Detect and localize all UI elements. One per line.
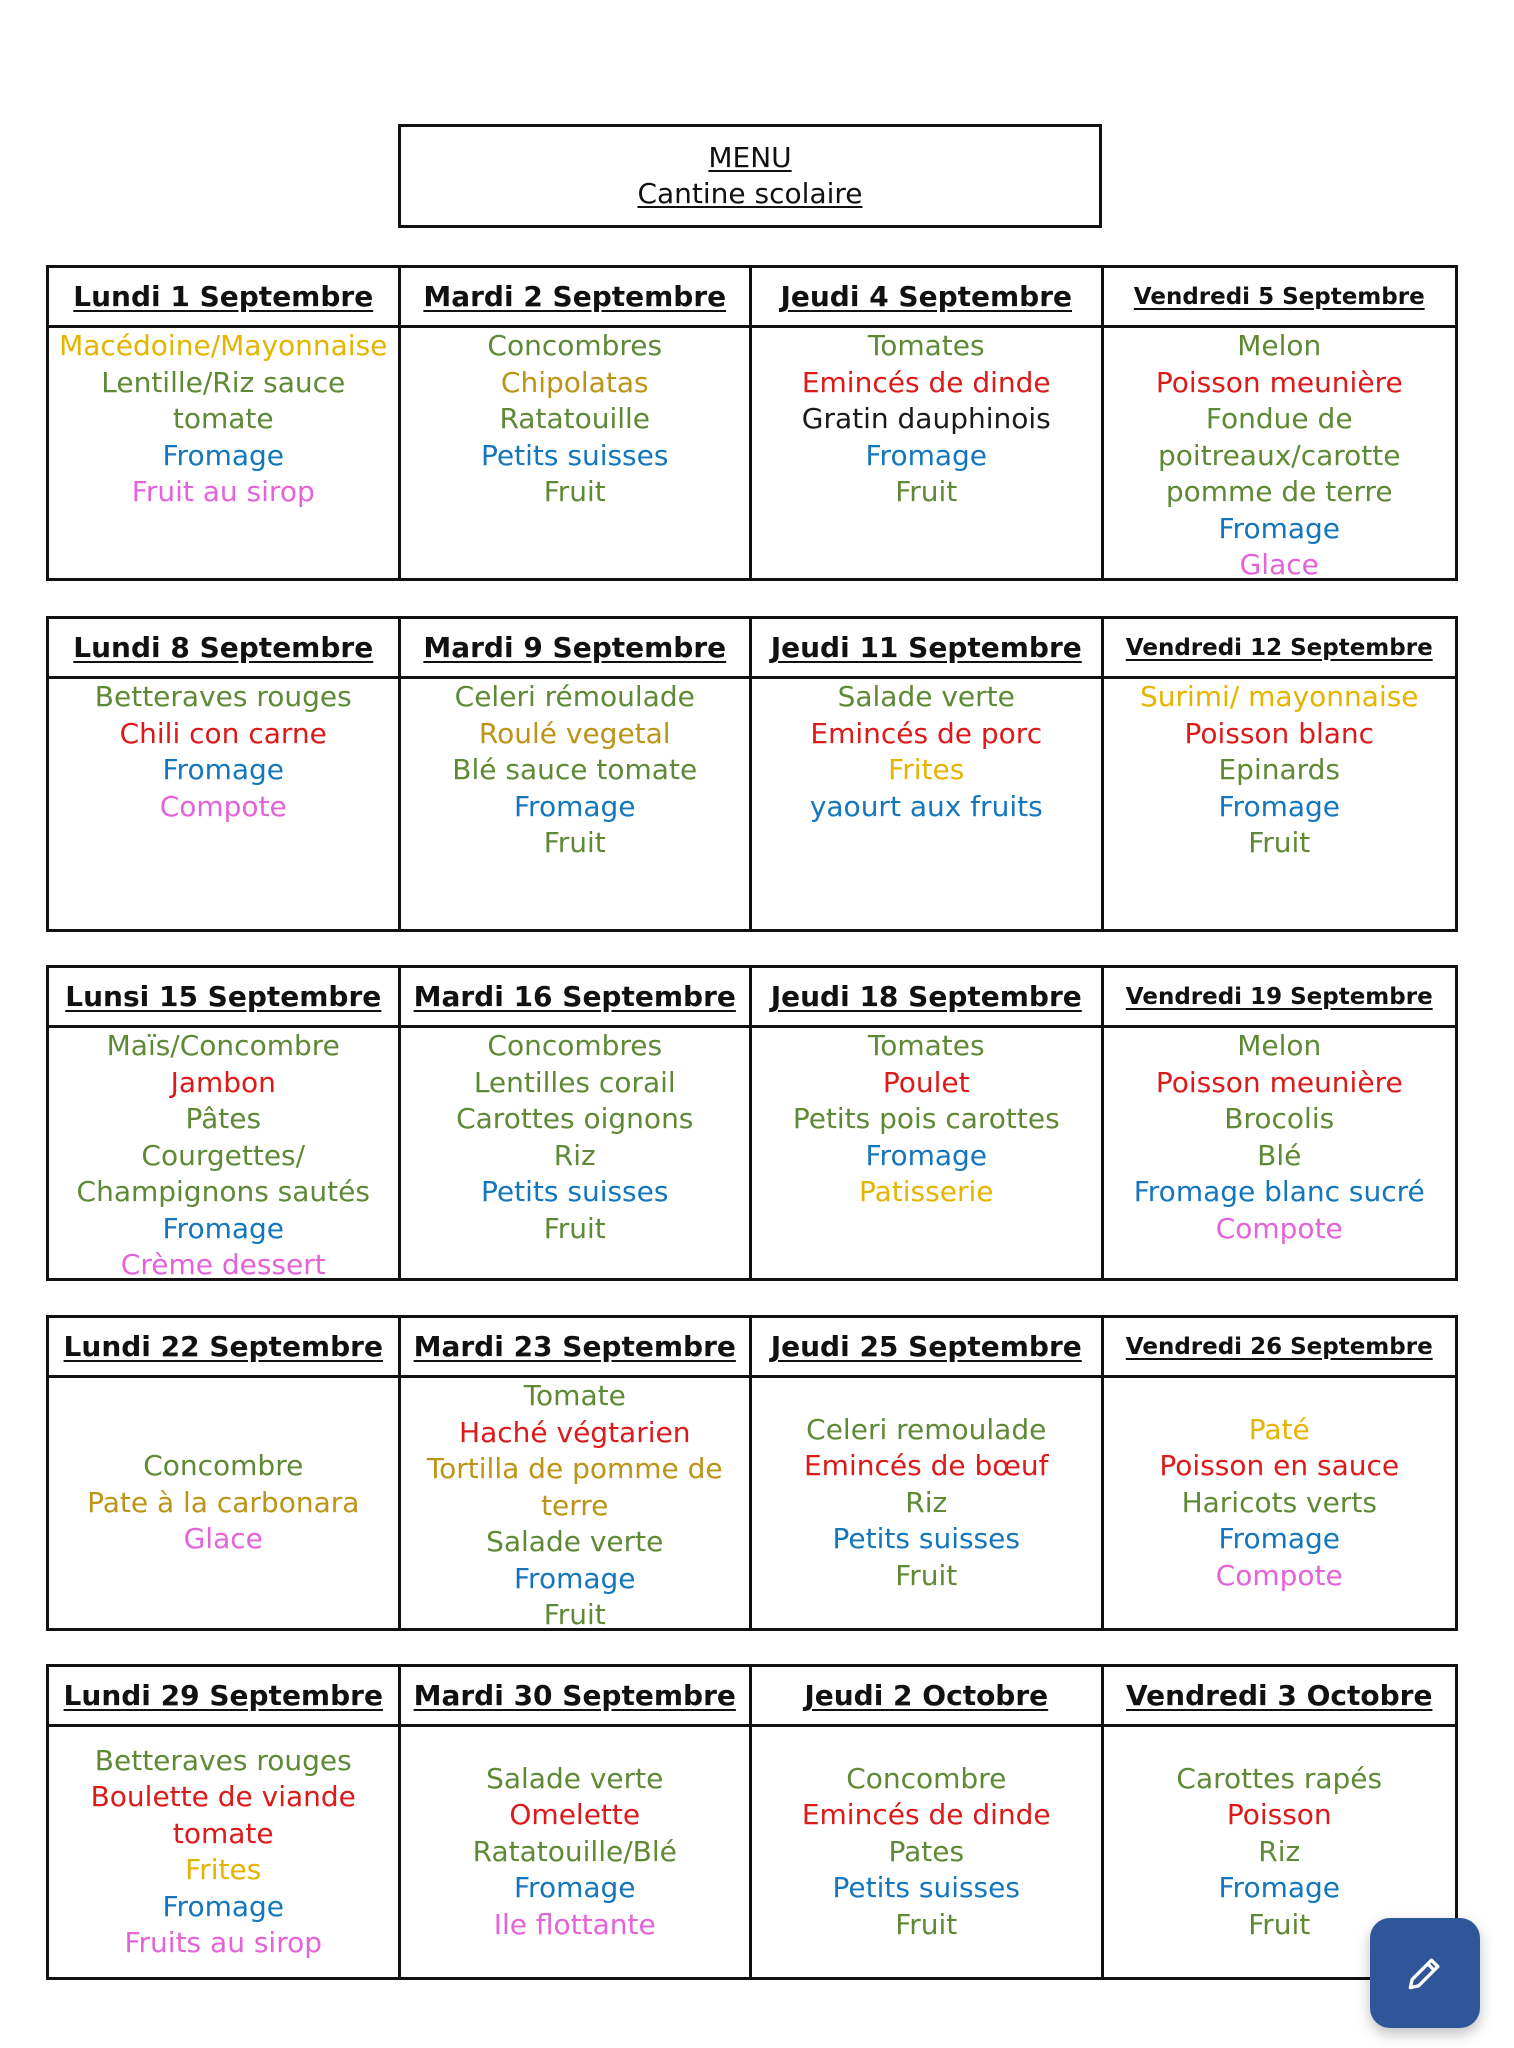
menu-item: Fromage: [1218, 789, 1341, 823]
menu-item: Blé: [1257, 1138, 1302, 1172]
menu-item: Fromage: [513, 1561, 636, 1595]
day-menu: [401, 1028, 753, 1278]
menu-item: Courgettes/: [141, 1138, 306, 1172]
day-heading-text: Jeudi 25 Septembre: [770, 1330, 1082, 1363]
menu-item: Tomates: [867, 329, 985, 362]
menu-item: Emincés de porc: [810, 716, 1043, 750]
menu-item: yaourt aux fruits: [809, 789, 1043, 823]
menu-item: Jambon: [170, 1065, 276, 1099]
menu-item: Champignons sautés: [76, 1175, 370, 1208]
menu-item: Omelette: [509, 1798, 641, 1832]
menu-item: Chipolatas: [500, 365, 649, 399]
menu-item: Salade verte: [486, 1761, 664, 1795]
day-heading-text: Mardi 2 Septembre: [423, 280, 727, 313]
day-menu: [49, 679, 401, 929]
menu-item: Concombre: [846, 1761, 1007, 1795]
menu-item: Carottes rapés: [1176, 1761, 1383, 1795]
day-heading: [1104, 268, 1456, 328]
day-heading-text: Vendredi 5 Septembre: [1133, 283, 1425, 310]
day-heading-text: Vendredi 19 Septembre: [1125, 983, 1433, 1010]
menu-item: Fruit: [543, 826, 606, 859]
menu-item: Concombre: [143, 1449, 304, 1483]
menu-item: Patisserie: [859, 1175, 994, 1208]
menu-item: Fruit: [895, 1907, 958, 1941]
menu-item: Fruit: [895, 475, 958, 508]
menu-item: terre: [541, 1488, 609, 1522]
menu-item: Lentille/Riz sauce: [101, 365, 346, 399]
day-heading-text: Mardi 30 Septembre: [413, 1679, 736, 1712]
menu-item: Tomate: [523, 1379, 626, 1412]
day-menu: [49, 1727, 401, 1977]
menu-item: Betteraves rouges: [94, 1743, 352, 1777]
menu-item: Ratatouille: [499, 402, 651, 435]
day-heading: [49, 1318, 401, 1378]
day-heading-text: Lundi 29 Septembre: [63, 1679, 383, 1712]
menu-item: Fromage: [1218, 1522, 1341, 1556]
day-heading: [1104, 619, 1456, 679]
menu-item: poitreaux/carotte: [1158, 438, 1401, 472]
menu-item: Roulé vegetal: [478, 716, 671, 750]
menu-item: Poisson meunière: [1155, 1065, 1403, 1099]
week-table: [46, 616, 1458, 932]
day-heading: [752, 1667, 1104, 1727]
menu-item: Haricots verts: [1181, 1485, 1377, 1519]
week-table: [46, 265, 1458, 581]
menu-item: Fruit: [543, 1598, 606, 1628]
day-menu: [401, 328, 753, 578]
day-heading: [49, 968, 401, 1028]
day-menu: [1104, 328, 1456, 578]
menu-item: Emincés de bœuf: [803, 1449, 1049, 1483]
day-heading-text: Jeudi 4 Septembre: [780, 280, 1073, 313]
menu-item: Fromage: [513, 1871, 636, 1905]
menu-subtitle: Cantine scolaire: [637, 177, 863, 210]
day-menu: [49, 1028, 401, 1278]
menu-item: Maïs/Concombre: [106, 1029, 340, 1062]
menu-item: Emincés de dinde: [801, 365, 1051, 399]
day-menu: [1104, 679, 1456, 929]
menu-item: Boulette de viande: [90, 1780, 356, 1813]
menu-item: Epinards: [1218, 753, 1341, 786]
menu-item: Poulet: [882, 1065, 970, 1099]
day-heading: [401, 1667, 753, 1727]
menu-item: Melon: [1237, 1029, 1322, 1062]
week-table: [46, 965, 1458, 1281]
day-heading-text: Vendredi 12 Septembre: [1125, 634, 1433, 661]
menu-item: Lentilles corail: [473, 1065, 676, 1099]
day-heading-text: Mardi 9 Septembre: [423, 631, 727, 664]
day-heading-text: Lundi 8 Septembre: [73, 631, 374, 664]
menu-item: Riz: [905, 1485, 948, 1519]
menu-item: Fromage: [162, 1889, 285, 1923]
menu-item: Fruits au sirop: [124, 1926, 323, 1959]
day-heading: [1104, 1318, 1456, 1378]
menu-item: Celeri remoulade: [806, 1412, 1047, 1446]
day-heading-text: Mardi 23 Septembre: [413, 1330, 736, 1363]
day-menu: [752, 1378, 1104, 1628]
day-menu: [752, 1028, 1104, 1278]
day-heading-text: Lundi 22 Septembre: [63, 1330, 383, 1363]
menu-item: Frites: [888, 753, 965, 786]
menu-item: Fromage: [162, 753, 285, 786]
menu-item: Fruit: [1248, 1907, 1311, 1941]
day-heading: [752, 619, 1104, 679]
menu-item: Fruit: [1248, 826, 1311, 859]
menu-item: Fruit: [543, 475, 606, 508]
menu-item: Riz: [1258, 1834, 1301, 1868]
menu-item: Emincés de dinde: [801, 1798, 1051, 1832]
menu-item: Fruit au sirop: [131, 475, 315, 508]
menu-item: Petits pois carottes: [792, 1102, 1060, 1135]
day-menu: [49, 328, 401, 578]
menu-item: Fromage: [865, 1138, 988, 1172]
day-heading: [401, 1318, 753, 1378]
menu-item: pomme de terre: [1165, 475, 1393, 508]
menu-item: Fromage: [1218, 511, 1341, 545]
menu-item: tomate: [172, 402, 274, 435]
day-heading: [752, 268, 1104, 328]
day-menu: [401, 1378, 753, 1628]
week-table: [46, 1664, 1458, 1980]
menu-item: Fondue de: [1205, 402, 1353, 435]
menu-item: Carottes oignons: [456, 1102, 694, 1135]
day-heading: [1104, 968, 1456, 1028]
menu-item: Petits suisses: [481, 438, 669, 472]
menu-item: Haché végtarien: [459, 1415, 691, 1449]
menu-item: Pates: [888, 1834, 965, 1868]
menu-item: Ratatouille/Blé: [472, 1834, 677, 1868]
day-heading-text: Jeudi 18 Septembre: [770, 980, 1082, 1013]
day-menu: [401, 1727, 753, 1977]
day-heading: [752, 1318, 1104, 1378]
menu-item: Betteraves rouges: [94, 680, 352, 713]
menu-item: Petits suisses: [832, 1522, 1020, 1556]
day-heading-text: Mardi 16 Septembre: [413, 980, 736, 1013]
day-heading: [1104, 1667, 1456, 1727]
menu-item: Melon: [1237, 329, 1322, 362]
menu-item: Fruit: [895, 1558, 958, 1592]
day-heading: [401, 268, 753, 328]
day-heading-text: Jeudi 2 Octobre: [804, 1679, 1049, 1712]
menu-item: Poisson blanc: [1184, 716, 1375, 750]
menu-item: Fromage: [865, 438, 988, 472]
menu-item: Fromage: [162, 1211, 285, 1245]
menu-item: Pate à la carbonara: [87, 1485, 360, 1519]
day-heading-text: Jeudi 11 Septembre: [770, 631, 1082, 664]
menu-item: Fromage blanc sucré: [1133, 1175, 1425, 1208]
menu-title-box: [398, 124, 1102, 228]
week-table: [46, 1315, 1458, 1631]
menu-item: Celeri rémoulade: [454, 680, 695, 713]
menu-item: Blé sauce tomate: [452, 753, 698, 786]
menu-item: Surimi/ mayonnaise: [1139, 680, 1419, 713]
day-menu: [1104, 1378, 1456, 1628]
day-menu: [1104, 1028, 1456, 1278]
menu-item: Chili con carne: [119, 716, 327, 750]
menu-item: Petits suisses: [832, 1871, 1020, 1905]
menu-title: MENU: [708, 141, 792, 174]
menu-item: Salade verte: [837, 680, 1015, 713]
menu-item: Poisson en sauce: [1159, 1449, 1400, 1483]
day-heading-text: Vendredi 26 Septembre: [1125, 1333, 1433, 1360]
day-heading-text: Lundi 1 Septembre: [73, 280, 374, 313]
menu-item: Petits suisses: [481, 1175, 669, 1208]
day-heading: [49, 1667, 401, 1727]
menu-item: Compote: [159, 789, 287, 823]
day-heading-text: Lunsi 15 Septembre: [65, 980, 382, 1013]
menu-item: Fromage: [513, 789, 636, 823]
menu-item: Fromage: [1218, 1871, 1341, 1905]
menu-item: Poisson: [1226, 1798, 1332, 1832]
menu-item: Riz: [553, 1138, 596, 1172]
menu-item: Macédoine/Mayonnaise: [59, 329, 388, 362]
menu-item: Crème dessert: [120, 1248, 326, 1278]
menu-item: tomate: [172, 1816, 274, 1850]
menu-item: Frites: [185, 1853, 262, 1886]
day-menu: [752, 1727, 1104, 1977]
menu-item: Tomates: [867, 1029, 985, 1062]
menu-item: Ile flottante: [493, 1907, 656, 1941]
edit-button[interactable]: [1370, 1918, 1480, 2028]
menu-item: Compote: [1215, 1211, 1343, 1245]
day-menu: [752, 328, 1104, 578]
menu-item: Paté: [1248, 1412, 1310, 1446]
menu-item: Tortilla de pomme de: [426, 1452, 723, 1485]
menu-item: Fromage: [162, 438, 285, 472]
day-heading: [49, 268, 401, 328]
menu-item: Gratin dauphinois: [801, 402, 1051, 435]
menu-item: Pâtes: [185, 1102, 262, 1135]
day-heading: [752, 968, 1104, 1028]
day-menu: [49, 1378, 401, 1628]
menu-item: Salade verte: [486, 1525, 664, 1558]
menu-item: Glace: [1239, 548, 1319, 578]
pencil-icon: [1403, 1951, 1447, 1995]
day-heading: [401, 968, 753, 1028]
day-heading-text: Vendredi 3 Octobre: [1126, 1679, 1433, 1712]
menu-item: Fruit: [543, 1211, 606, 1245]
day-menu: [752, 679, 1104, 929]
day-heading: [49, 619, 401, 679]
day-menu: [401, 679, 753, 929]
menu-item: Poisson meunière: [1155, 365, 1403, 399]
menu-item: Concombres: [487, 1029, 663, 1062]
menu-item: Compote: [1215, 1558, 1343, 1592]
menu-item: Brocolis: [1224, 1102, 1335, 1135]
menu-item: Glace: [183, 1522, 263, 1556]
menu-item: Concombres: [487, 329, 663, 362]
day-heading: [401, 619, 753, 679]
